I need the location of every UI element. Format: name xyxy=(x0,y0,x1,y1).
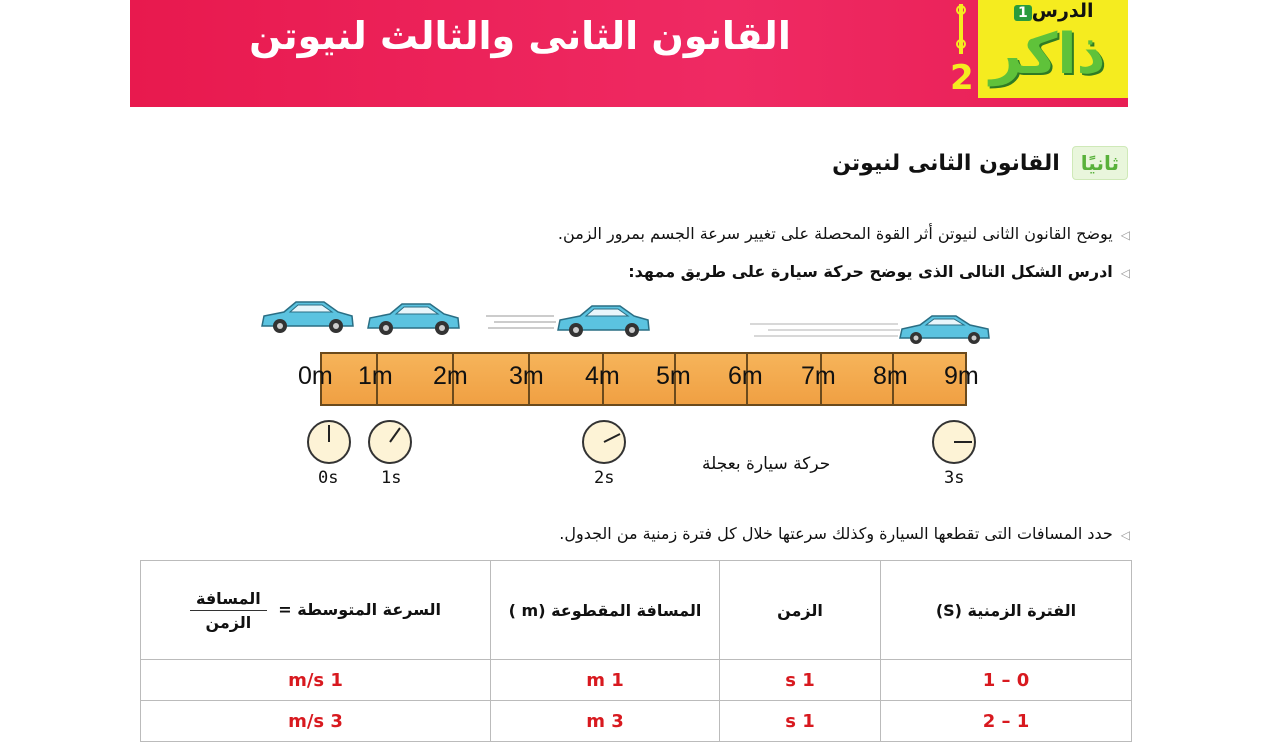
intro-text: يوضح القانون الثانى لنيوتن أثر القوة المحصلة على تغيير سرعة الجسم بمرور الزمن. xyxy=(557,224,1113,243)
ruler-tick-label: 8m xyxy=(873,362,908,390)
car-with-speed-lines-icon xyxy=(484,302,654,340)
table-row xyxy=(141,660,1132,701)
cell-speed: 1 m/s xyxy=(141,660,491,701)
ruler-tick-label: 2m xyxy=(433,362,468,390)
car-with-speed-lines-icon xyxy=(748,312,994,346)
ruler-tick-label: 5m xyxy=(656,362,691,390)
header-time: الزمن xyxy=(720,561,881,660)
cell-speed: 3 m/s xyxy=(141,701,491,742)
section-heading xyxy=(832,146,1128,180)
intro-line xyxy=(558,224,1130,243)
brand-logo: ذاكر xyxy=(990,22,1106,87)
ruler-tick-label: 3m xyxy=(509,362,544,390)
distance-ruler xyxy=(320,352,967,406)
stopwatch-icon xyxy=(305,418,353,466)
speed-table xyxy=(140,560,1132,742)
ruler-tick-label: 7m xyxy=(801,362,836,390)
study-line xyxy=(628,262,1130,281)
cell-interval: 0 – 1 xyxy=(881,660,1132,701)
figure-caption: حركة سيارة بعجلة xyxy=(702,454,831,474)
task-line xyxy=(559,524,1130,543)
fraction-numerator: المسافة xyxy=(190,587,267,611)
clock-label: 0s xyxy=(318,468,339,488)
cell-time: 1 s xyxy=(720,701,881,742)
cell-distance: 3 m xyxy=(491,701,720,742)
stopwatch-icon xyxy=(366,418,414,466)
ruler-tick-label: 6m xyxy=(728,362,763,390)
page-title: القانون الثانى والثالث لنيوتن xyxy=(249,14,791,58)
header-speed xyxy=(141,561,491,660)
speed-formula-fraction xyxy=(190,587,267,634)
lesson-label xyxy=(1010,0,1094,22)
ruler-tick-label: 9m xyxy=(944,362,979,390)
ruler-tick-label: 4m xyxy=(585,362,620,390)
task-text: حدد المسافات التى تقطعها السيارة وكذلك سرعتها خلال كل فترة زمنية من الجدول. xyxy=(559,524,1113,543)
table-header-row xyxy=(141,561,1132,660)
section-title: القانون الثانى لنيوتن xyxy=(832,150,1060,176)
stopwatch-icon xyxy=(580,418,628,466)
bullet-arrow-icon: ◁ xyxy=(1120,228,1130,242)
bullet-arrow-icon: ◁ xyxy=(1120,266,1130,280)
stopwatch-icon xyxy=(930,418,978,466)
header-distance: المسافة المقطوعة (m ) xyxy=(491,561,720,660)
study-text: ادرس الشكل التالى الذى يوضح حركة سيارة على طريق ممهد: xyxy=(628,262,1113,281)
ruler-tick-label: 1m xyxy=(358,362,393,390)
table-row xyxy=(141,701,1132,742)
car-icon xyxy=(364,300,462,338)
cell-time: 1 s xyxy=(720,660,881,701)
clock-label: 2s xyxy=(594,468,615,488)
clock-label: 3s xyxy=(944,468,965,488)
lesson-number: 1 xyxy=(1014,5,1032,21)
lesson-label-text: الدرس xyxy=(1031,0,1094,22)
unit-number: 2 xyxy=(950,58,974,98)
clock-label: 1s xyxy=(381,468,402,488)
section-label: ثانيًا xyxy=(1072,146,1128,180)
fraction-denominator: الزمن xyxy=(205,612,252,632)
bullet-arrow-icon: ◁ xyxy=(1120,528,1130,542)
speed-formula-label: السرعة المتوسطة = xyxy=(278,599,441,619)
cell-distance: 1 m xyxy=(491,660,720,701)
cell-interval: 1 – 2 xyxy=(881,701,1132,742)
car-icon xyxy=(258,298,356,336)
header-interval: الفترة الزمنية (S) xyxy=(881,561,1132,660)
ruler-tick-label: 0m xyxy=(298,362,333,390)
